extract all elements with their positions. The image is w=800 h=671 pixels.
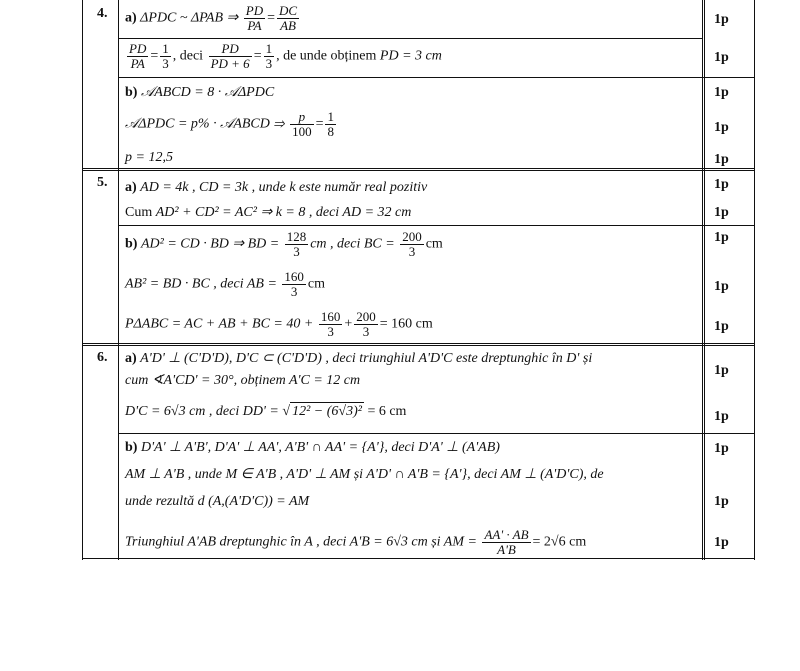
q4-b-line2: 𝒜ΔPDC = p% · 𝒜ABCD ⇒ $\frac{p}{100}$ = $\frac{1}{8}$ (125, 109, 334, 139)
table-border-left (82, 0, 83, 560)
points-5b-2: 1p (714, 279, 729, 294)
points-4b-1: 1p (714, 85, 729, 100)
q4-a-prefix: a) (125, 10, 137, 26)
item-number-5: 5. (97, 175, 108, 190)
q4-b-prefix: b) (125, 85, 138, 100)
q6-b-line1: b) D'A' ⊥ A'B', D'A' ⊥ AA', A'B' ∩ AA' = {A'}, deci D'A' ⊥ (A'AB) (125, 440, 500, 455)
q4-b-fraction-p-100: $\frac{p}{100}$ (292, 109, 312, 139)
q6-a-line2: cum ∢A'CD' = 30°, obținem A'C = 12 cm (125, 373, 361, 388)
column-divider-points (702, 0, 705, 560)
q4-a2-fraction-pd-pd6: $\frac{PD}{PD + 6}$ (210, 41, 250, 71)
row-separator-4-5 (82, 168, 755, 171)
points-6a-2: 1p (714, 409, 729, 424)
q5-b-prefix: b) (125, 236, 138, 252)
q5-a-line2: Cum AD² + CD² = AC² ⇒ k = 8 , deci AD = 32 cm (125, 205, 412, 220)
points-5b-3: 1p (714, 319, 729, 334)
q4-a-fraction-pd-pa: $\frac{PD}{PA}$ (245, 3, 264, 33)
q4-b-line3: p = 12,5 (125, 150, 173, 165)
q6-b-line3: unde rezultă d (A,(A'D'C)) = AM (125, 494, 310, 509)
q4-a2-fraction-one-third-b: $\frac{1}{3}$ (265, 41, 273, 71)
row-separator-5-6 (82, 343, 755, 346)
q4-a-fraction-dc-ab: $\frac{DC}{AB}$ (279, 3, 298, 33)
subrow-separator-5b (118, 225, 755, 226)
points-4a-1: 1p (714, 12, 729, 27)
q6-b-line4: Triunghiul A'AB dreptunghic în A , deci A'B = 6√3 cm și AM = $\frac{AA' \cdot AB}{A'B}$ = 2√6 cm (125, 527, 587, 557)
table-border-right (754, 0, 755, 560)
q5-b-line1: b) AD² = CD · BD ⇒ BD = $\frac{128}{3}$ cm , deci BC = $\frac{200}{3}$ cm (125, 229, 443, 259)
q6-a-line1: a) A'D' ⊥ (C'D'D), D'C ⊂ (C'D'D) , deci triunghiul A'D'C este dreptunghic în D' și (125, 351, 593, 366)
q4-a2-fraction-pd-pa: $\frac{PD}{PA}$ (129, 41, 147, 71)
points-6a-1: 1p (714, 363, 729, 378)
points-6b-3: 1p (714, 535, 729, 550)
q4-a-line1: a) ΔPDC ~ ΔPAB ⇒ $\frac{PD}{PA}$ = $\frac{DC}{AB}$ (125, 3, 298, 33)
q6-a-line3: D'C = 6√3 cm , deci DD' = √ 12² − (6√3)² = 6 cm (125, 404, 407, 419)
q6-b-line2: AM ⊥ A'B , unde M ∈ A'B , A'D' ⊥ AM și A'D' ∩ A'B = {A'}, deci AM ⊥ (A'D'C), de (125, 467, 604, 482)
q4-a-similarity: ΔPDC ~ ΔPAB ⇒ (140, 10, 239, 26)
points-5a-1: 1p (714, 177, 729, 192)
subrow-separator-4b (118, 77, 755, 78)
points-5b-1: 1p (714, 230, 729, 245)
q5-b-fraction-200-3-sum: $\frac{200}{3}$ (356, 309, 376, 339)
q4-a2-result: PD = 3 cm (379, 48, 442, 64)
q5-b-line3: PΔABC = AC + AB + BC = 40 + $\frac{160}{3}$ + $\frac{200}{3}$ = 160 cm (125, 309, 433, 339)
q5-a-line1: a) AD = 4k , CD = 3k , unde k este număr real pozitiv (125, 180, 428, 195)
q5-b-line2: AB² = BD · BC , deci AB = $\frac{160}{3}$ cm (125, 269, 326, 299)
q5-b-fraction-160-3-sum: $\frac{160}{3}$ (320, 309, 341, 339)
points-6b-1: 1p (714, 441, 729, 456)
points-4b-2: 1p (714, 120, 729, 135)
subrow-separator-6b (118, 433, 755, 434)
q6-b-fraction-am: $\frac{AA' \cdot AB}{A'B}$ (484, 527, 529, 557)
column-divider-number (118, 0, 119, 560)
q4-a-line2: $\frac{PD}{PA}$ = $\frac{1}{3}$ , deci $\frac{PD}{PD + 6}$ = $\frac{1}{3}$ , de unde obținem PD = 3 cm (129, 41, 442, 71)
subrow-line-4a (118, 38, 702, 39)
q4-a2-fraction-one-third: $\frac{1}{3}$ (162, 41, 169, 71)
item-number-6: 6. (97, 350, 108, 365)
q6-a-prefix: a) (125, 351, 137, 366)
points-4b-3: 1p (714, 152, 729, 167)
q4-b-line1: b) 𝒜ABCD = 8 · 𝒜ΔPDC (125, 85, 275, 100)
points-6b-2: 1p (714, 494, 729, 509)
q6-b-prefix: b) (125, 440, 138, 455)
points-4a-2: 1p (714, 50, 729, 65)
item-number-4: 4. (97, 6, 108, 21)
q6-a-sqrt-radicand: 12² − (6√3)² (292, 404, 362, 419)
table-border-bottom (82, 558, 755, 559)
q5-b-fraction-128-3: $\frac{128}{3}$ (286, 229, 307, 259)
q5-b-fraction-200-3: $\frac{200}{3}$ (402, 229, 422, 259)
q5-b-fraction-160-3: $\frac{160}{3}$ (284, 269, 304, 299)
q4-b-fraction-1-8: $\frac{1}{8}$ (327, 109, 334, 139)
points-5a-2: 1p (714, 205, 729, 220)
q5-a-prefix: a) (125, 180, 137, 195)
